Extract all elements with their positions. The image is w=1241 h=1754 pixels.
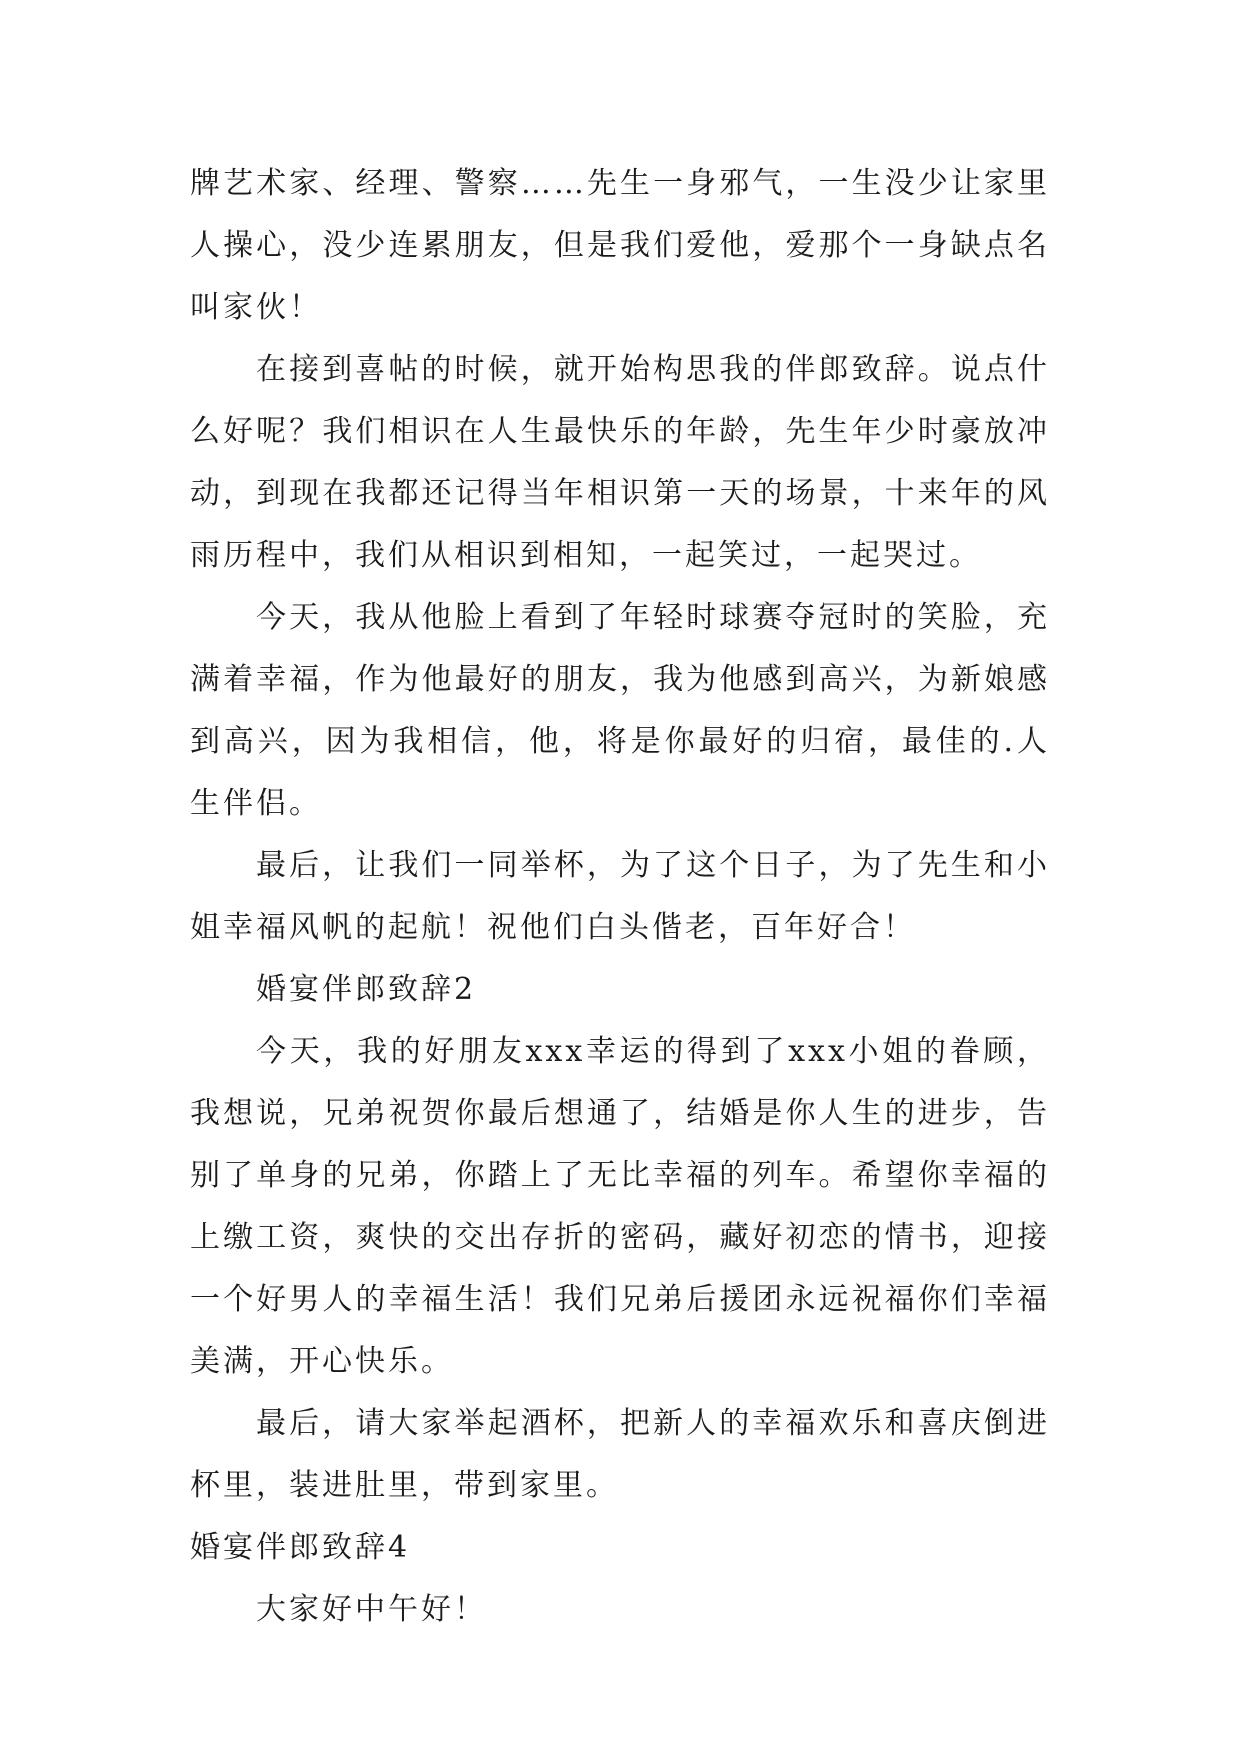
paragraph-toast-closing: 最后，让我们一同举杯，为了这个日子，为了先生和小姐幸福风帆的起航！祝他们白头偕老，百年好合！ <box>190 848 1050 945</box>
paragraph-composing-speech: 在接到喜帖的时候，就开始构思我的伴郎致辞。说点什么好呢？我们相识在人生最快乐的年龄，先生年少时豪放冲动，到现在我都还记得当年相识第一天的场景，十来年的风雨历程中，我们从相识到相知，一起笑过，一起哭过。 <box>190 352 1050 573</box>
paragraph-continuation: 牌艺术家、经理、警察……先生一身邪气，一生没少让家里人操心，没少连累朋友，但是我们爱他，爱那个一身缺点名叫家伙！ <box>190 166 1050 325</box>
paragraph-happy-today: 今天，我从他脸上看到了年轻时球赛夺冠时的笑脸，充满着幸福，作为他最好的朋友，我为他感到高兴，为新娘感到高兴，因为我相信，他，将是你最好的归宿，最佳的.人生伴侣。 <box>190 600 1050 821</box>
paragraph-speech-4-greeting: 大家好中午好！ <box>256 1592 487 1627</box>
document-body <box>190 153 1050 1641</box>
section-heading-speech-2: 婚宴伴郎致辞2 <box>256 972 477 1007</box>
paragraph-speech-2-body: 今天，我的好朋友xxx幸运的得到了xxx小姐的眷顾，我想说，兄弟祝贺你最后想通了，结婚是你人生的进步，告别了单身的兄弟，你踏上了无比幸福的列车。希望你幸福的上缴工资，爽快的交出存折的密码，藏好初恋的情书，迎接一个好男人的幸福生活！我们兄弟后援团永远祝福你们幸福美满，开心快乐。 <box>190 1034 1050 1379</box>
section-heading-speech-4: 婚宴伴郎致辞4 <box>190 1530 411 1565</box>
paragraph-speech-2-closing: 最后，请大家举起酒杯，把新人的幸福欢乐和喜庆倒进杯里，装进肚里，带到家里。 <box>190 1406 1050 1503</box>
